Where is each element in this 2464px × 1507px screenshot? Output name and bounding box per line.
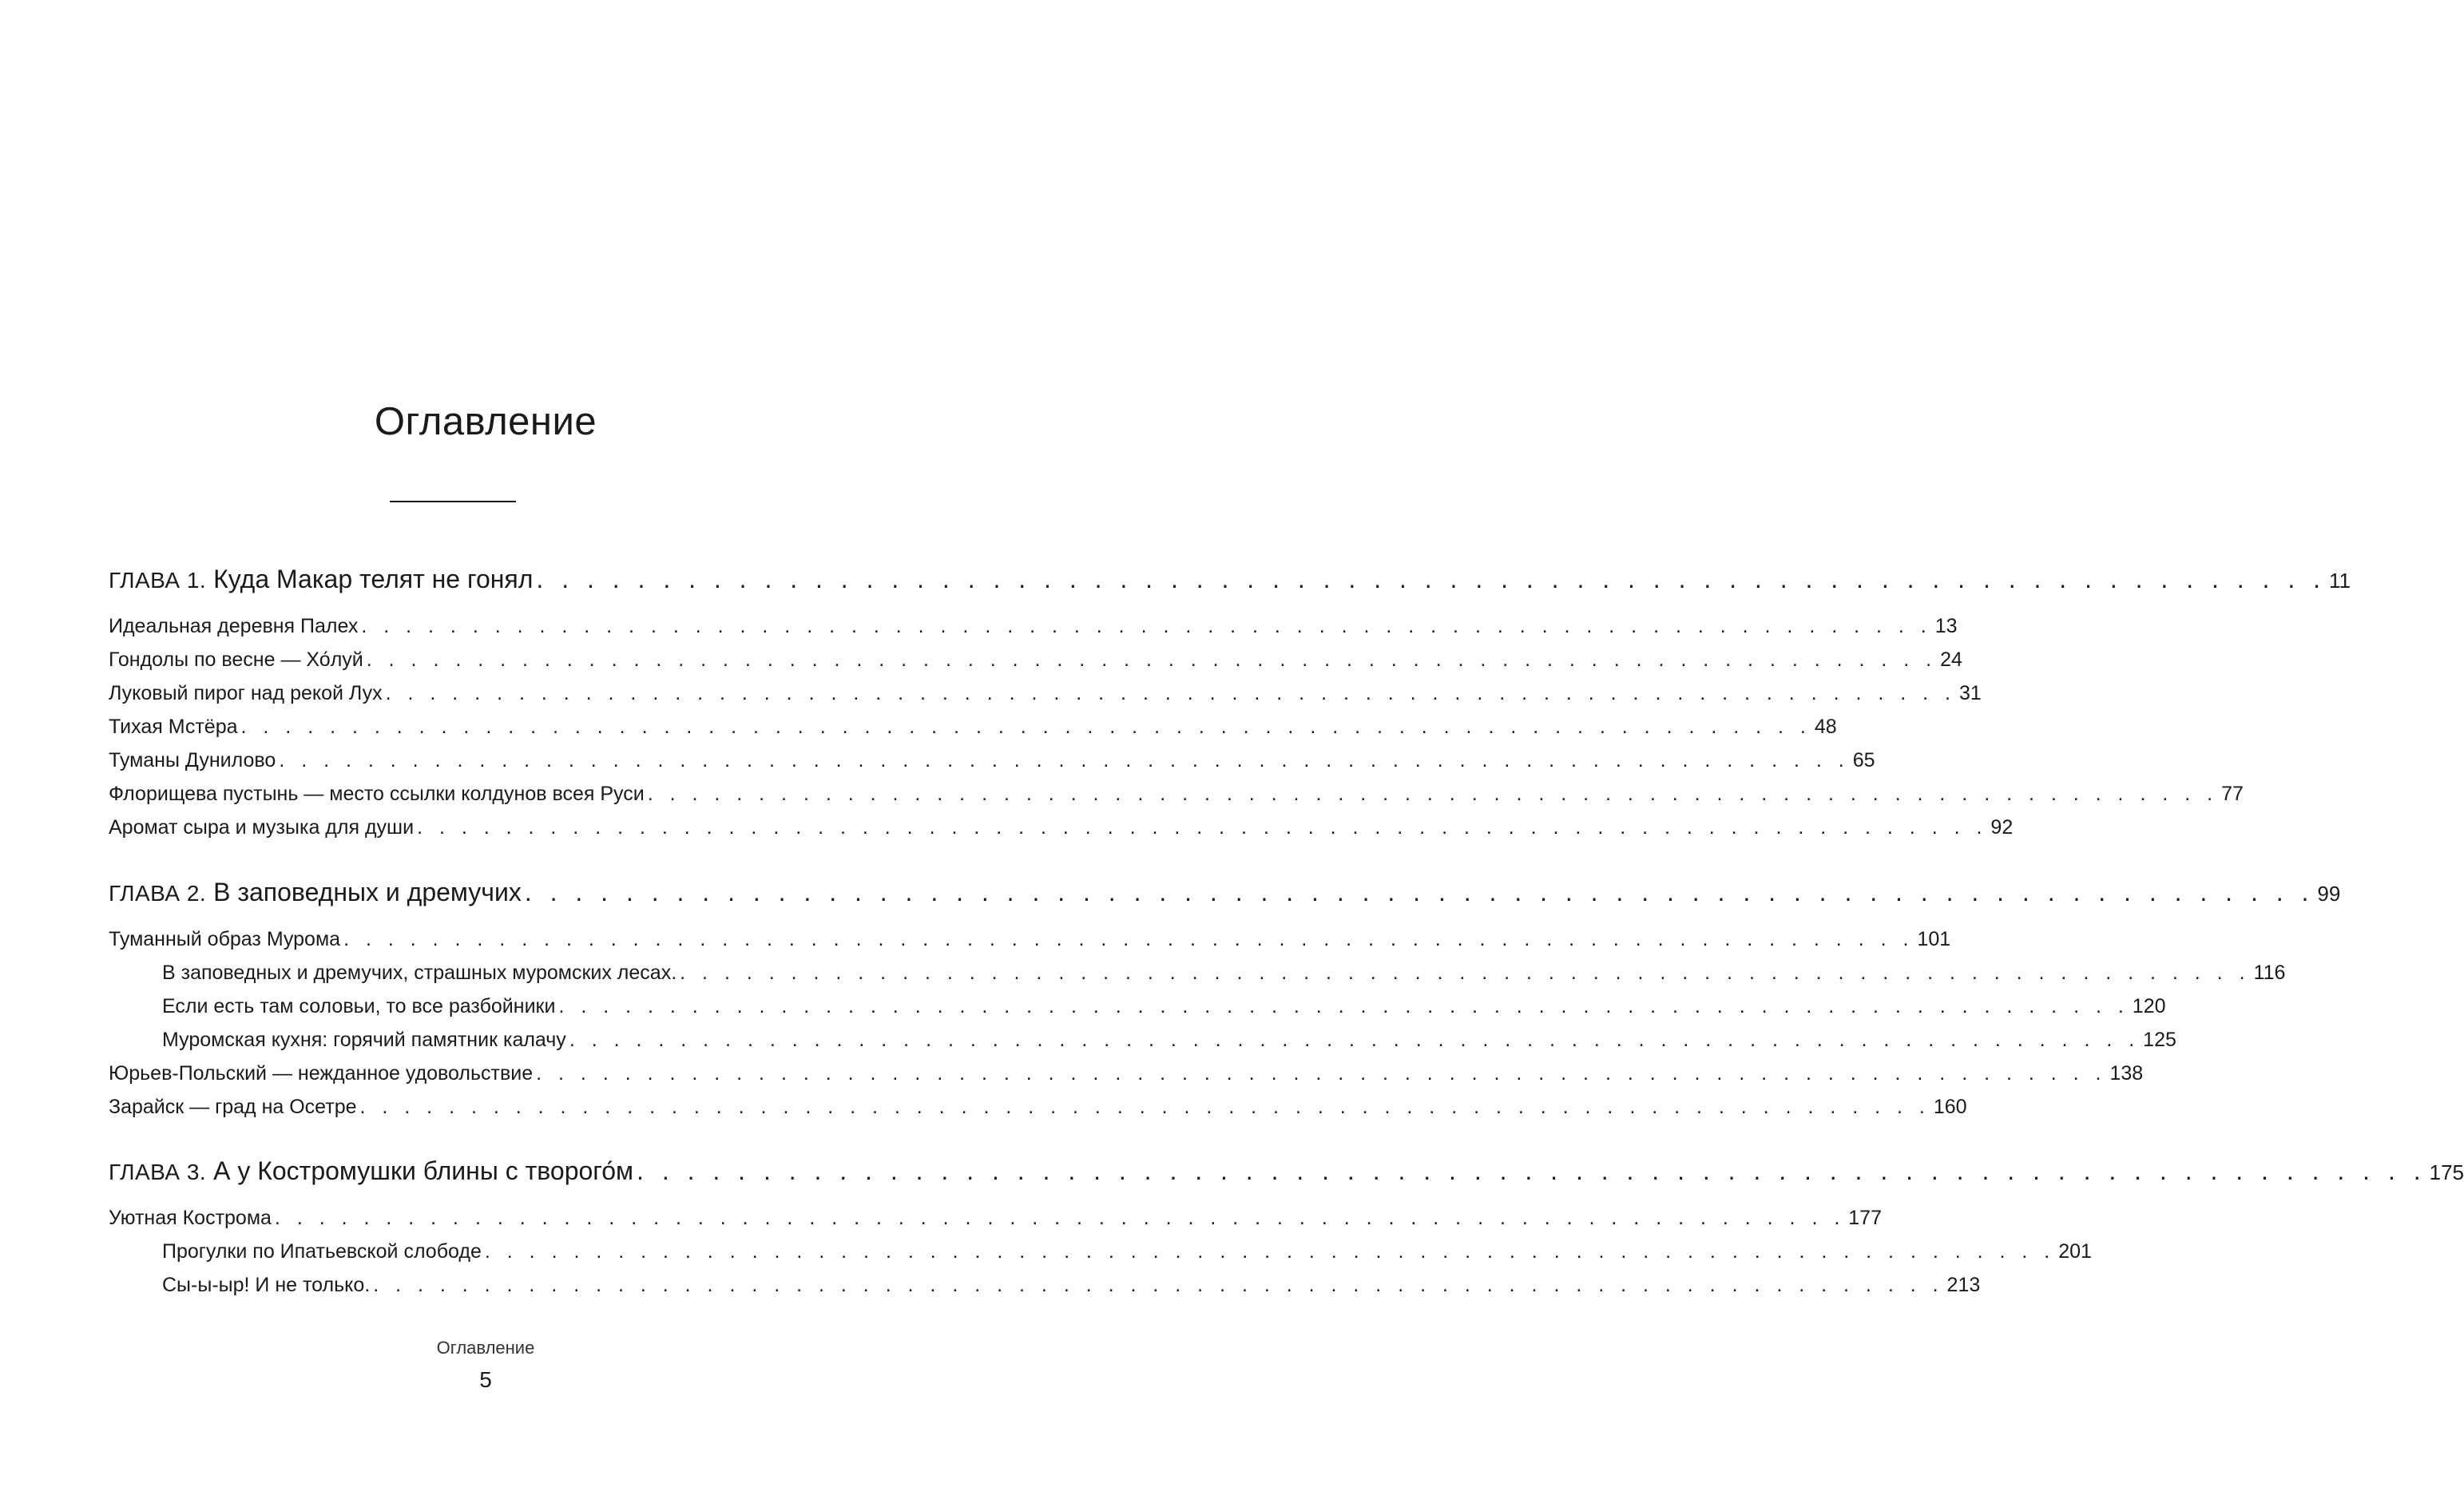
entry-title: Луковый пирог над рекой Лух bbox=[109, 682, 383, 704]
chapter-label: ГЛАВА 3. bbox=[109, 1160, 207, 1184]
running-footer: Оглавление bbox=[436, 1338, 535, 1358]
toc-entry[interactable] bbox=[109, 682, 1982, 705]
title-rule bbox=[390, 501, 516, 502]
toc-subentry[interactable] bbox=[162, 962, 2286, 985]
chapter-title: А у Костромушки блины с творого́м bbox=[213, 1156, 634, 1185]
toc-chapter-2[interactable] bbox=[109, 878, 2341, 907]
dot-leader: . . . . . . . . . . . . . . . . . . . . . . . . . . . . . . . . . . . . . . . . . . . . . . . . . . . . . . . . . . . . . . . . . . . . . . . bbox=[680, 962, 2251, 984]
toc-subentry[interactable] bbox=[162, 1240, 2092, 1263]
toc-entry[interactable] bbox=[109, 1207, 1882, 1230]
toc-entry[interactable] bbox=[109, 749, 1875, 772]
toc-entry[interactable] bbox=[109, 648, 1962, 672]
page-number: 11 bbox=[2328, 569, 2351, 593]
dot-leader: . . . . . . . . . . . . . . . . . . . . . . . . . . . . . . . . . . . . . . . . . . . . . . . . . . . . . . . . . . . . . . . . . . . . . . . bbox=[366, 648, 1938, 671]
page-number: 99 bbox=[2317, 882, 2341, 906]
dot-leader: . . . . . . . . . . . . . . . . . . . . . . . . . . . . . . . . . . . . . . . . . . . . . . . . . . . . . . . . . . . . . . . . . . . . . . . bbox=[647, 783, 2219, 805]
dot-leader: . . . . . . . . . . . . . . . . . . . . . . . . . . . . . . . . . . . . . . . . . . . . . . . . . . . . . . . . . . . . . . . . . . . . . . . bbox=[279, 749, 1850, 771]
dot-leader: . . . . . . . . . . . . . . . . . . . . . . . . . . . . . . . . . . . . . . . . . . . . . . . . . . . . . . . . . . . . . . . . . . . . . . . bbox=[373, 1274, 1944, 1296]
entry-title: Аромат сыра и музыка для души bbox=[109, 816, 415, 839]
entry-title: В заповедных и дремучих, страшных муромских лесах. bbox=[162, 962, 677, 984]
toc-subentry[interactable] bbox=[162, 1029, 2176, 1052]
toc-entry[interactable] bbox=[109, 716, 1837, 739]
page-title: Оглавление bbox=[374, 400, 597, 443]
entry-title: Туманный образ Мурома bbox=[109, 928, 341, 950]
entry-title: Туманы Дунилово bbox=[109, 749, 276, 771]
entry-title: Тихая Мстёра bbox=[109, 716, 238, 738]
page-number: 101 bbox=[1917, 928, 1951, 950]
dot-leader: . . . . . . . . . . . . . . . . . . . . . . . . . . . . . . . . . . . . . . . . . . . . . . . . . . . . . . . . . . . . . . . . . . . . . . . bbox=[536, 565, 2326, 593]
entry-title: Уютная Кострома bbox=[109, 1207, 272, 1229]
page-number: 160 bbox=[1933, 1096, 1967, 1118]
toc-entry[interactable] bbox=[109, 615, 1958, 638]
page-number: 116 bbox=[2253, 962, 2286, 984]
page-number: 175 bbox=[2429, 1160, 2464, 1184]
page-number: 77 bbox=[2221, 783, 2244, 805]
toc-entry[interactable] bbox=[109, 816, 2014, 839]
toc-entry[interactable] bbox=[109, 928, 1951, 951]
dot-leader: . . . . . . . . . . . . . . . . . . . . . . . . . . . . . . . . . . . . . . . . . . . . . . . . . . . . . . . . . . . . . . . . . . . . . . . bbox=[524, 878, 2315, 906]
toc-subentry[interactable] bbox=[162, 995, 2166, 1018]
toc-entry[interactable] bbox=[109, 1062, 2144, 1085]
entry-title: Гондолы по весне — Хо́луй bbox=[109, 648, 363, 671]
page-number: 177 bbox=[1848, 1207, 1882, 1229]
chapter-title: В заповедных и дремучих bbox=[213, 878, 522, 906]
dot-leader: . . . . . . . . . . . . . . . . . . . . . . . . . . . . . . . . . . . . . . . . . . . . . . . . . . . . . . . . . . . . . . . . . . . . . . . bbox=[240, 716, 1811, 738]
dot-leader: . . . . . . . . . . . . . . . . . . . . . . . . . . . . . . . . . . . . . . . . . . . . . . . . . . . . . . . . . . . . . . . . . . . . . . . bbox=[637, 1156, 2426, 1185]
chapter-label: ГЛАВА 2. bbox=[109, 881, 207, 906]
page-number: 125 bbox=[2143, 1029, 2176, 1051]
toc-entry[interactable] bbox=[109, 783, 2244, 806]
dot-leader: . . . . . . . . . . . . . . . . . . . . . . . . . . . . . . . . . . . . . . . . . . . . . . . . . . . . . . . . . . . . . . . . . . . . . . . bbox=[361, 615, 1932, 637]
entry-title: Если есть там соловьи, то все разбойники bbox=[162, 995, 556, 1017]
folio-page-number: 5 bbox=[479, 1367, 492, 1392]
page-number: 31 bbox=[1958, 682, 1982, 704]
dot-leader: . . . . . . . . . . . . . . . . . . . . . . . . . . . . . . . . . . . . . . . . . . . . . . . . . . . . . . . . . . . . . . . . . . . . . . . bbox=[343, 928, 1914, 950]
toc-subentry[interactable] bbox=[162, 1274, 1981, 1297]
chapter-title: Куда Макар телят не гонял bbox=[213, 565, 534, 593]
page-number: 138 bbox=[2109, 1062, 2144, 1085]
chapter-label: ГЛАВА 1. bbox=[109, 568, 207, 593]
page-number: 92 bbox=[1990, 816, 2014, 839]
dot-leader: . . . . . . . . . . . . . . . . . . . . . . . . . . . . . . . . . . . . . . . . . . . . . . . . . . . . . . . . . . . . . . . . . . . . . . . bbox=[417, 816, 1988, 839]
entry-title: Флорищева пустынь — место ссылки колдунов всея Руси bbox=[109, 783, 645, 805]
toc-chapter-1[interactable] bbox=[109, 565, 2351, 594]
dot-leader: . . . . . . . . . . . . . . . . . . . . . . . . . . . . . . . . . . . . . . . . . . . . . . . . . . . . . . . . . . . . . . . . . . . . . . . bbox=[274, 1207, 1846, 1229]
entry-title: Сы-ы-ыр! И не только. bbox=[162, 1274, 371, 1296]
dot-leader: . . . . . . . . . . . . . . . . . . . . . . . . . . . . . . . . . . . . . . . . . . . . . . . . . . . . . . . . . . . . . . . . . . . . . . . bbox=[536, 1062, 2107, 1085]
page-number: 120 bbox=[2132, 995, 2166, 1017]
entry-title: Идеальная деревня Палех bbox=[109, 615, 359, 637]
page-number: 201 bbox=[2058, 1240, 2092, 1263]
toc-chapter-3[interactable] bbox=[109, 1156, 2464, 1186]
entry-title: Зарайск — град на Осетре bbox=[109, 1096, 357, 1118]
entry-title: Юрьев-Польский — нежданное удовольствие bbox=[109, 1062, 534, 1085]
dot-leader: . . . . . . . . . . . . . . . . . . . . . . . . . . . . . . . . . . . . . . . . . . . . . . . . . . . . . . . . . . . . . . . . . . . . . . . bbox=[359, 1096, 1930, 1118]
dot-leader: . . . . . . . . . . . . . . . . . . . . . . . . . . . . . . . . . . . . . . . . . . . . . . . . . . . . . . . . . . . . . . . . . . . . . . . bbox=[484, 1240, 2056, 1263]
page-number: 24 bbox=[1940, 648, 1962, 671]
entry-title: Прогулки по Ипатьевской слободе bbox=[162, 1240, 482, 1263]
page-number: 48 bbox=[1814, 716, 1837, 738]
entry-title: Муромская кухня: горячий памятник калачу bbox=[162, 1029, 566, 1051]
toc-entry[interactable] bbox=[109, 1096, 1967, 1119]
page-number: 213 bbox=[1946, 1274, 1981, 1296]
page-number: 65 bbox=[1852, 749, 1875, 771]
dot-leader: . . . . . . . . . . . . . . . . . . . . . . . . . . . . . . . . . . . . . . . . . . . . . . . . . . . . . . . . . . . . . . . . . . . . . . . bbox=[569, 1029, 2141, 1051]
dot-leader: . . . . . . . . . . . . . . . . . . . . . . . . . . . . . . . . . . . . . . . . . . . . . . . . . . . . . . . . . . . . . . . . . . . . . . . bbox=[558, 995, 2129, 1017]
dot-leader: . . . . . . . . . . . . . . . . . . . . . . . . . . . . . . . . . . . . . . . . . . . . . . . . . . . . . . . . . . . . . . . . . . . . . . . bbox=[385, 682, 1956, 704]
page-number: 13 bbox=[1934, 615, 1958, 637]
